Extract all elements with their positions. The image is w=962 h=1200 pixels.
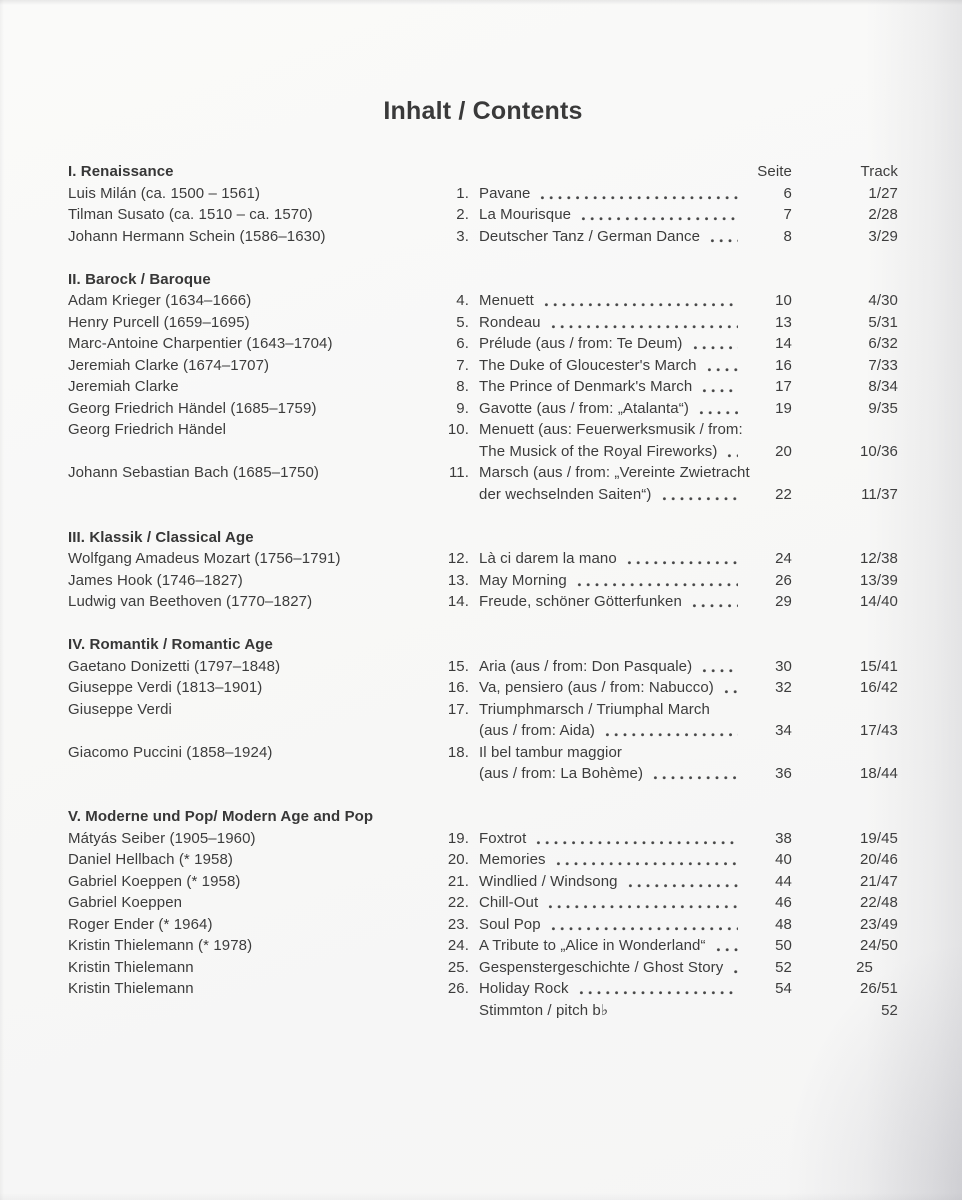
toc-row — [68, 398, 898, 420]
dot-leader — [698, 376, 738, 398]
entry-number: 16. — [447, 679, 469, 696]
composer-name — [68, 720, 438, 742]
dot-leader — [628, 742, 738, 764]
entry-title: Il bel tambur maggior — [479, 743, 622, 761]
entry-number: 18. — [447, 743, 469, 761]
entry-title: Prélude (aus / from: Te Deum) — [479, 335, 683, 352]
dot-leader — [614, 1000, 738, 1022]
toc-section — [68, 806, 898, 1021]
entry-number: 17. — [447, 700, 469, 718]
entry-number: 11. — [448, 464, 469, 481]
composer-name: James Hook (1746–1827) — [68, 571, 243, 589]
entry-title: Deutscher Tanz / German Dance — [479, 227, 701, 245]
entry-page-number: 13 — [775, 313, 792, 331]
entry-title: Menuett (aus: Feuerwerksmusik / from: — [479, 421, 743, 438]
entry-track-number: 12/38 — [859, 550, 898, 567]
composer-name: Roger Ender (* 1964) — [68, 915, 213, 933]
toc-entry — [438, 935, 898, 957]
toc-entry — [438, 312, 898, 334]
toc-row — [68, 914, 898, 936]
dot-leader — [695, 398, 738, 420]
entry-number — [438, 1000, 469, 1022]
toc-row — [68, 290, 898, 312]
composer-name: Gabriel Koeppen (* 1958) — [68, 872, 241, 890]
toc-entry — [438, 441, 898, 463]
dot-leader — [658, 484, 739, 506]
section-heading-row — [68, 806, 898, 828]
page-column-header — [748, 634, 792, 656]
entry-track-number: 14/40 — [859, 593, 898, 610]
composer-name: Mátyás Seiber (1905–1960) — [68, 829, 256, 847]
toc-entry — [438, 677, 898, 699]
entry-title: Triumphmarsch / Triumphal March — [479, 700, 710, 718]
dot-leader — [575, 978, 738, 1000]
entry-page-number: 22 — [775, 485, 792, 503]
toc-row — [68, 312, 898, 334]
entry-number: 1. — [456, 184, 469, 202]
entry-number: 13. — [447, 571, 469, 589]
entry-track-number: 19/45 — [859, 829, 898, 847]
toc-entry — [438, 591, 898, 613]
toc-entry — [438, 376, 898, 398]
entry-number-spacer — [438, 161, 469, 183]
entry-number: 5. — [456, 313, 469, 331]
composer-name: Georg Friedrich Händel — [68, 421, 227, 438]
entry-track-number — [792, 742, 898, 764]
entry-number: 19. — [447, 829, 469, 847]
toc-entry — [438, 957, 898, 979]
entry-page-number: 24 — [775, 550, 792, 567]
toc-entry — [438, 699, 898, 721]
entry-title: Soul Pop — [479, 915, 541, 933]
table-of-contents — [68, 161, 898, 1021]
entry-page-number: 26 — [775, 571, 792, 589]
dot-leader-spacer — [485, 806, 738, 828]
composer-name: Kristin Thielemann — [68, 958, 194, 976]
entry-title: Rondeau — [479, 313, 541, 331]
toc-row — [68, 892, 898, 914]
entry-title: (aus / from: La Bohème) — [479, 765, 644, 782]
entry-number: 6. — [456, 335, 469, 352]
toc-entry — [438, 419, 898, 441]
entry-title: Freude, schöner Götterfunken — [479, 593, 682, 610]
entry-number: 7. — [456, 356, 469, 374]
section-heading: IV. Romantik / Romantic Age — [68, 636, 273, 653]
entry-page-number: 7 — [783, 206, 792, 223]
entry-title: Memories — [479, 851, 546, 868]
entry-number: 20. — [447, 851, 469, 868]
entry-track-number: 52 — [881, 1001, 898, 1019]
entry-track-number: 23/49 — [859, 915, 898, 933]
entry-number-spacer — [438, 806, 469, 828]
toc-row — [68, 849, 898, 871]
toc-row — [68, 699, 898, 721]
track-column-header — [792, 806, 898, 828]
entry-page-number — [748, 699, 792, 721]
dot-leader — [552, 849, 738, 871]
dot-leader — [547, 914, 738, 936]
composer-name: Adam Krieger (1634–1666) — [68, 292, 252, 309]
composer-name: Daniel Hellbach (* 1958) — [68, 851, 233, 868]
entry-page-number: 36 — [775, 765, 792, 782]
heading-entry-area — [438, 269, 898, 291]
entry-page-number: 6 — [783, 184, 792, 202]
entry-number — [438, 763, 469, 785]
heading-entry-area — [438, 634, 898, 656]
entry-title: Marsch (aus / from: „Vereinte Zwietracht — [479, 464, 750, 481]
composer-name — [68, 763, 438, 785]
entry-number: 14. — [447, 593, 469, 610]
dot-leader — [712, 935, 738, 957]
toc-entry — [438, 978, 898, 1000]
composer-name: Ludwig van Beethoven (1770–1827) — [68, 593, 313, 610]
toc-entry — [438, 1000, 898, 1022]
toc-entry — [438, 892, 898, 914]
dot-leader — [723, 441, 738, 463]
entry-track-number — [810, 462, 916, 484]
toc-entry — [438, 183, 898, 205]
entry-title: La Mourisque — [479, 206, 572, 223]
entry-page-number — [748, 1000, 792, 1022]
entry-number: 3. — [456, 227, 469, 245]
entry-page-number: 32 — [775, 679, 792, 696]
section-heading-row — [68, 269, 898, 291]
entry-title: Chill-Out — [479, 894, 539, 911]
page-column-header: Seite — [757, 163, 792, 180]
section-heading: II. Barock / Baroque — [68, 270, 211, 288]
entry-number-spacer — [438, 269, 469, 291]
entry-track-number: 15/41 — [859, 657, 898, 675]
composer-name — [68, 1000, 438, 1022]
entry-page-number: 14 — [775, 335, 792, 352]
entry-number: 9. — [456, 399, 469, 417]
entry-track-number: 17/43 — [859, 722, 898, 739]
entry-title: Là ci darem la mano — [479, 550, 617, 567]
entry-track-number: 2/28 — [868, 206, 898, 223]
entry-title: (aus / from: Aida) — [479, 722, 596, 739]
dot-leader — [623, 548, 738, 570]
composer-name: Jeremiah Clarke — [68, 378, 179, 395]
entry-page-number: 10 — [775, 292, 792, 309]
entry-page-number: 17 — [775, 378, 792, 395]
dot-leader — [601, 720, 738, 742]
page-column-header — [748, 806, 792, 828]
track-column-header: Track — [860, 163, 898, 180]
entry-title: Pavane — [479, 184, 531, 202]
dot-leader — [689, 333, 738, 355]
toc-entry — [438, 548, 898, 570]
toc-entry — [438, 398, 898, 420]
entry-track-number: 3/29 — [868, 227, 898, 245]
toc-entry — [438, 484, 898, 506]
dot-leader — [703, 355, 738, 377]
entry-title: The Duke of Gloucester's March — [479, 356, 697, 374]
page-column-header — [748, 269, 792, 291]
toc-row — [68, 591, 898, 613]
entry-number: 22. — [447, 894, 469, 911]
entry-track-number: 24/50 — [859, 937, 898, 954]
dot-leader — [573, 570, 738, 592]
toc-row — [68, 484, 898, 506]
entry-number: 23. — [447, 915, 469, 933]
toc-entry — [438, 355, 898, 377]
toc-row — [68, 1000, 898, 1022]
entry-track-number: 11/37 — [861, 485, 898, 503]
entry-track-number — [803, 419, 909, 441]
toc-row — [68, 183, 898, 205]
entry-track-number: 13/39 — [859, 571, 898, 589]
toc-row — [68, 742, 898, 764]
composer-name: Tilman Susato (ca. 1510 – ca. 1570) — [68, 206, 313, 223]
composer-name: Georg Friedrich Händel (1685–1759) — [68, 399, 317, 417]
entry-page-number — [748, 742, 792, 764]
dot-leader — [649, 763, 738, 785]
toc-entry — [438, 871, 898, 893]
entry-number: 10. — [447, 421, 469, 438]
composer-name — [68, 484, 438, 506]
composer-name — [68, 441, 438, 463]
entry-title: Menuett — [479, 292, 534, 309]
composer-name: Jeremiah Clarke (1674–1707) — [68, 356, 270, 374]
entry-track-number: 5/31 — [868, 313, 898, 331]
entry-number: 2. — [456, 206, 469, 223]
entry-title: Va, pensiero (aus / from: Nabucco) — [479, 679, 714, 696]
dot-leader — [544, 892, 738, 914]
entry-page-number: 46 — [775, 894, 792, 911]
heading-entry-area — [438, 527, 898, 549]
entry-number: 4. — [456, 292, 469, 309]
dot-leader — [532, 828, 738, 850]
dot-leader-spacer — [485, 161, 738, 183]
entry-track-number: 9/35 — [868, 399, 898, 417]
entry-page-number: 16 — [775, 356, 792, 374]
entry-page-number: 34 — [775, 722, 792, 739]
dot-leader — [547, 312, 738, 334]
section-heading: V. Moderne und Pop/ Modern Age and Pop — [68, 808, 374, 825]
dot-leader — [698, 656, 738, 678]
toc-row — [68, 355, 898, 377]
dot-leader-spacer — [485, 634, 738, 656]
entry-page-number: 30 — [775, 657, 792, 675]
composer-name: Johann Hermann Schein (1586–1630) — [68, 227, 326, 245]
toc-section — [68, 161, 898, 247]
composer-name: Giuseppe Verdi (1813–1901) — [68, 679, 263, 696]
composer-name: Gaetano Donizetti (1797–1848) — [68, 657, 281, 675]
entry-track-number: 22/48 — [859, 894, 898, 911]
toc-entry — [438, 849, 898, 871]
entry-track-number: 25 — [856, 958, 873, 976]
entry-title: The Prince of Denmark's March — [479, 378, 693, 395]
toc-row — [68, 935, 898, 957]
section-heading-row — [68, 634, 898, 656]
entry-track-number: 7/33 — [868, 356, 898, 374]
heading-entry-area — [438, 161, 898, 183]
dot-leader — [577, 204, 738, 226]
toc-row — [68, 720, 898, 742]
dot-leader-spacer — [485, 527, 738, 549]
entry-number: 21. — [447, 872, 469, 890]
toc-row — [68, 333, 898, 355]
entry-title: Gavotte (aus / from: „Atalanta“) — [479, 399, 689, 417]
toc-entry — [438, 290, 898, 312]
toc-entry — [438, 914, 898, 936]
track-column-header — [792, 527, 898, 549]
toc-entry — [438, 204, 898, 226]
composer-name: Wolfgang Amadeus Mozart (1756–1791) — [68, 550, 341, 567]
toc-row — [68, 419, 898, 441]
composer-name: Gabriel Koeppen — [68, 894, 183, 911]
track-column-header — [792, 634, 898, 656]
composer-name: Luis Milán (ca. 1500 – 1561) — [68, 184, 261, 202]
dot-leader — [536, 183, 738, 205]
toc-row — [68, 978, 898, 1000]
dot-leader — [688, 591, 738, 613]
toc-entry — [438, 742, 898, 764]
toc-entry — [438, 462, 898, 484]
entry-number: 15. — [447, 657, 469, 675]
entry-number: 12. — [447, 550, 469, 567]
entry-track-number: 26/51 — [859, 980, 898, 997]
entry-title: Gespenstergeschichte / Ghost Story — [479, 958, 724, 976]
entry-page-number: 29 — [775, 593, 792, 610]
entry-title: Windlied / Windsong — [479, 872, 618, 890]
toc-section — [68, 269, 898, 506]
toc-section — [68, 634, 898, 785]
composer-name: Johann Sebastian Bach (1685–1750) — [68, 464, 319, 481]
dot-leader — [624, 871, 738, 893]
entry-number — [438, 484, 469, 506]
toc-row — [68, 462, 898, 484]
entry-page-number — [766, 462, 810, 484]
toc-row — [68, 441, 898, 463]
entry-number: 26. — [447, 980, 469, 997]
dot-leader — [720, 677, 738, 699]
dot-leader — [729, 957, 738, 979]
toc-entry — [438, 333, 898, 355]
entry-title: The Musick of the Royal Fireworks) — [479, 442, 718, 460]
toc-entry — [438, 720, 898, 742]
section-heading: I. Renaissance — [68, 163, 174, 180]
heading-entry-area — [438, 806, 898, 828]
entry-track-number: 6/32 — [868, 335, 898, 352]
entry-page-number — [759, 419, 803, 441]
entry-track-number: 10/36 — [859, 442, 898, 460]
toc-entry — [438, 570, 898, 592]
toc-row — [68, 763, 898, 785]
entry-number-spacer — [438, 634, 469, 656]
toc-section — [68, 527, 898, 613]
toc-row — [68, 204, 898, 226]
track-column-header — [792, 269, 898, 291]
entry-page-number: 44 — [775, 872, 792, 890]
entry-page-number: 52 — [775, 958, 792, 976]
entry-page-number: 54 — [775, 980, 792, 997]
entry-title: der wechselnden Saiten“) — [479, 485, 652, 503]
entry-page-number: 48 — [775, 915, 792, 933]
toc-entry — [438, 226, 898, 248]
toc-row — [68, 376, 898, 398]
entry-page-number: 20 — [775, 442, 792, 460]
entry-number: 24. — [447, 937, 469, 954]
entry-track-number: 16/42 — [859, 679, 898, 696]
composer-name: Giacomo Puccini (1858–1924) — [68, 743, 273, 761]
toc-row — [68, 957, 898, 979]
entry-title: A Tribute to „Alice in Wonderland“ — [479, 937, 706, 954]
entry-track-number: 1/27 — [868, 184, 898, 202]
toc-row — [68, 548, 898, 570]
toc-entry — [438, 828, 898, 850]
entry-page-number: 50 — [775, 937, 792, 954]
entry-track-number — [792, 699, 898, 721]
entry-track-number: 18/44 — [859, 765, 898, 782]
entry-number-spacer — [438, 527, 469, 549]
composer-name: Giuseppe Verdi — [68, 700, 172, 718]
toc-row — [68, 656, 898, 678]
toc-row — [68, 871, 898, 893]
entry-page-number: 8 — [783, 227, 792, 245]
entry-title: Aria (aus / from: Don Pasquale) — [479, 657, 693, 675]
composer-name: Marc-Antoine Charpentier (1643–1704) — [68, 335, 333, 352]
entry-track-number: 8/34 — [868, 378, 898, 395]
dot-leader — [540, 290, 738, 312]
toc-entry — [438, 763, 898, 785]
entry-track-number: 20/46 — [859, 851, 898, 868]
entry-page-number: 40 — [775, 851, 792, 868]
composer-name: Kristin Thielemann (* 1978) — [68, 937, 253, 954]
toc-row — [68, 570, 898, 592]
toc-row — [68, 226, 898, 248]
entry-number: 8. — [456, 378, 469, 395]
page-title: Inhalt / Contents — [383, 97, 583, 125]
toc-entry — [438, 656, 898, 678]
composer-name: Kristin Thielemann — [68, 980, 194, 997]
entry-number — [438, 441, 469, 463]
entry-title: May Morning — [479, 571, 567, 589]
entry-page-number: 38 — [775, 829, 792, 847]
page-column-header — [748, 527, 792, 549]
entry-title: Stimmton / pitch b♭ — [479, 1001, 609, 1019]
composer-name: Henry Purcell (1659–1695) — [68, 313, 250, 331]
dot-leader-spacer — [485, 269, 738, 291]
entry-number — [438, 720, 469, 742]
entry-title: Holiday Rock — [479, 980, 569, 997]
entry-page-number: 19 — [775, 399, 792, 417]
section-heading: III. Klassik / Classical Age — [68, 528, 254, 546]
toc-row — [68, 677, 898, 699]
dot-leader — [706, 226, 738, 248]
section-heading-row — [68, 527, 898, 549]
entry-track-number: 4/30 — [868, 292, 898, 309]
section-heading-row — [68, 161, 898, 183]
entry-title: Foxtrot — [479, 829, 527, 847]
entry-track-number: 21/47 — [859, 872, 898, 890]
dot-leader — [716, 699, 738, 721]
toc-row — [68, 828, 898, 850]
entry-number: 25. — [447, 958, 469, 976]
